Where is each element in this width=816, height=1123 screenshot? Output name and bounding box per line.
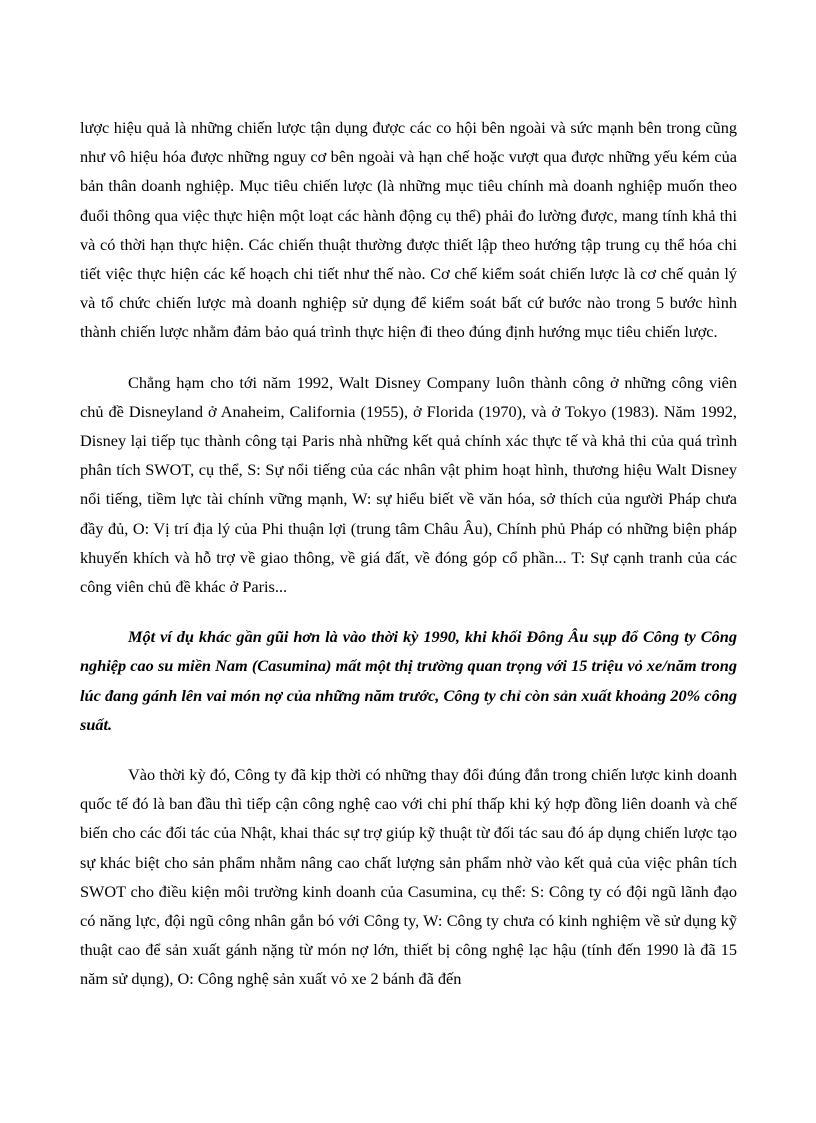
document-page <box>80 113 737 994</box>
paragraph-strategy-definition: lược hiệu quả là những chiến lược tận dụng được các co hội bên ngoài và sức mạnh bên trong cũng như vô hiệu hóa được những nguy cơ bên ngoài và hạn chế hoặc vượt qua được những yếu kém của bản thân doanh nghiệp. Mục tiêu chiến lược (là những mục tiêu chính mà doanh nghiệp muốn theo đuổi thông qua việc thực hiện một loạt các hành động cụ thể) phải đo lường được, mang tính khả thi và có thời hạn thực hiện. Các chiến thuật thường được thiết lập theo hướng tập trung cụ thể hóa chi tiết việc thực hiện các kế hoạch chi tiết như thế nào. Cơ chế kiểm soát chiến lược là cơ chế quản lý và tổ chức chiến lược mà doanh nghiệp sử dụng để kiểm soát bất cứ bước nào trong 5 bước hình thành chiến lược nhằm đảm bảo quá trình thực hiện đi theo đúng định hướng mục tiêu chiến lược. <box>80 118 737 342</box>
paragraph-casumina-example: Một ví dụ khác gần gũi hơn là vào thời kỳ 1990, khi khối Đông Âu sụp đổ Công ty Công nghiệp cao su miền Nam (Casumina) mất một thị trường quan trọng với 15 triệu vỏ xe/năm trong lúc đang gánh lên vai món nợ của những năm trước, Công ty chỉ còn sản xuất khoảng 20% công suất. <box>80 627 737 734</box>
paragraph-disney-example: Chẳng hạm cho tới năm 1992, Walt Disney Company luôn thành công ở những công viên chủ đề Disneyland ở Anaheim, California (1955), ở Florida (1970), và ở Tokyo (1983). Năm 1992, Disney lại tiếp tục thành công tại Paris nhà những kết quả chính xác thực tế và khả thi của quá trình phân tích SWOT, cụ thể, S: Sự nổi tiếng của các nhân vật phim hoạt hình, thương hiệu Walt Disney nổi tiếng, tiềm lực tài chính vững mạnh, W: sự hiểu biết về văn hóa, sở thích của người Pháp chưa đầy đủ, O: Vị trí địa lý của Phi thuận lợi (trung tâm Châu Âu), Chính phủ Pháp có những biện pháp khuyến khích và hỗ trợ về giao thông, về giá đất, về đóng góp cổ phần... T: Sự cạnh tranh của các công viên chủ đề khác ở Paris... <box>80 372 737 597</box>
paragraph-casumina-strategy: Vào thời kỳ đó, Công ty đã kịp thời có những thay đổi đúng đắn trong chiến lược kinh doanh quốc tế đó là ban đầu thì tiếp cận công nghệ cao với chi phí thấp khi ký hợp đồng liên doanh và chế biến cho các đối tác của Nhật, khai thác sự trợ giúp kỹ thuật từ đối tác sau đó áp dụng chiến lược tạo sự khác biệt cho sản phẩm nhằm nâng cao chất lượng sản phẩm nhờ vào kết quả của việc phân tích SWOT cho điều kiện môi trường kinh doanh của Casumina, cụ thể: S: Công ty có đội ngũ lãnh đạo có năng lực, đội ngũ công nhân gắn bó với Công ty, W: Công ty chưa có kinh nghiệm về sử dụng kỹ thuật cao để sản xuất gánh nặng từ món nợ lớn, thiết bị công nghệ lạc hậu (tính đến 1990 là đã 15 năm sử dụng), O: Công nghệ sản xuất vỏ xe 2 bánh đã đến <box>80 765 737 989</box>
